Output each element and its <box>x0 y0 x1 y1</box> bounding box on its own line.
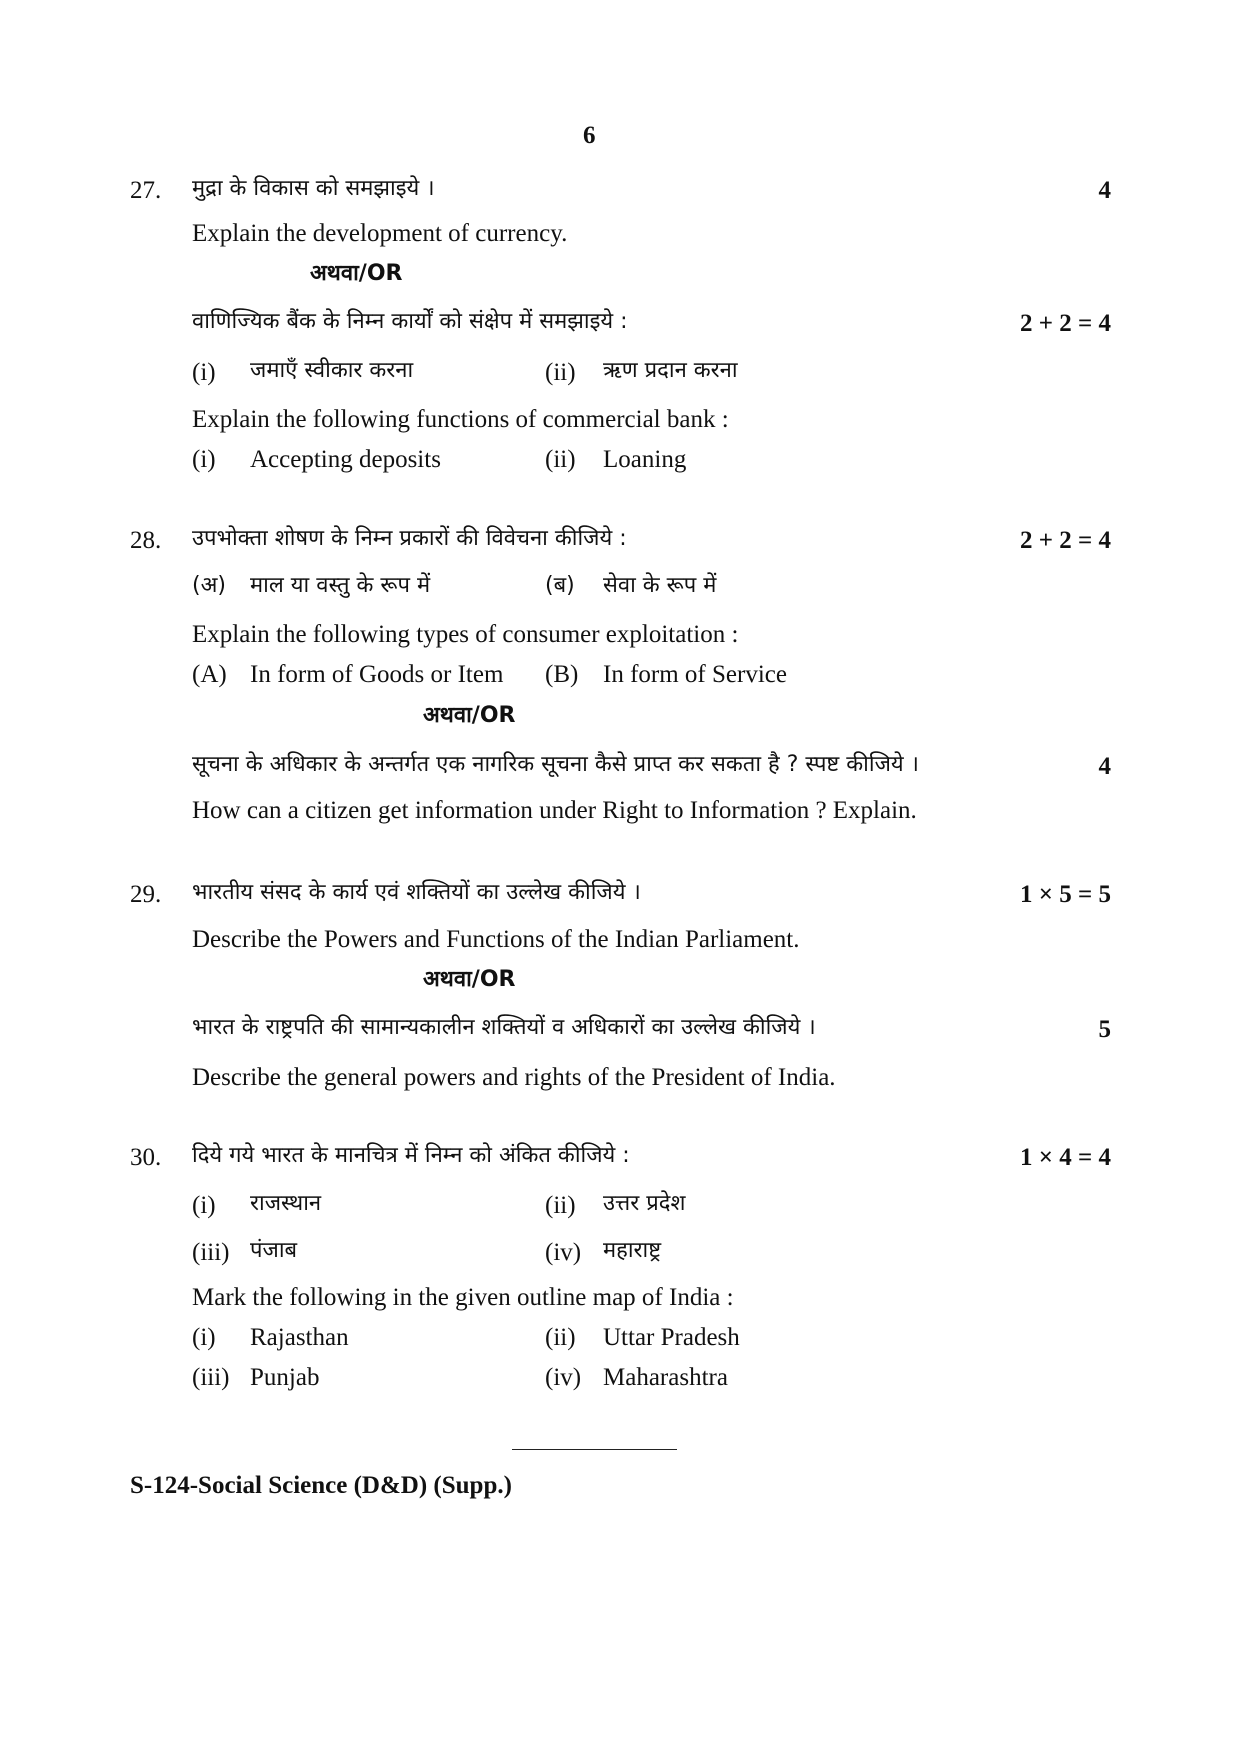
q30-hindi-option-num: (i) <box>192 1192 216 1219</box>
q30-hindi-option-text: महाराष्ट्र <box>603 1238 662 1263</box>
q28-alt-hindi-text: सूचना के अधिकार के अन्तर्गत एक नागरिक सूचना कैसे प्राप्त कर सकता है ? स्पष्ट कीजिये । <box>192 752 919 777</box>
q27-alt-hindi-option-num: (i) <box>192 359 216 386</box>
q30-english-option-text: Rajasthan <box>250 1324 349 1351</box>
q30-hindi-text: दिये गये भारत के मानचित्र में निम्न को अंकित कीजिये : <box>192 1143 630 1168</box>
q28-marks: 2 + 2 = 4 <box>1020 527 1111 554</box>
q28-hindi-option-num: (ब) <box>545 573 575 598</box>
q30-english-option-num: (iii) <box>192 1364 230 1391</box>
q30-hindi-option-text: पंजाब <box>250 1238 298 1263</box>
q28-hindi-option-text: सेवा के रूप में <box>603 573 717 598</box>
q27-alt-english-option-num: (i) <box>192 446 216 473</box>
q27-alt-marks: 2 + 2 = 4 <box>1020 310 1111 337</box>
q27-alt-english-option-num: (ii) <box>545 446 576 473</box>
q28-alt-marks: 4 <box>1098 753 1111 780</box>
q29-english-text: Describe the Powers and Functions of the Indian Parliament. <box>192 926 800 953</box>
q30-hindi-option-num: (iv) <box>545 1239 582 1266</box>
q27-hindi-text: मुद्रा के विकास को समझाइये । <box>192 176 435 201</box>
q28-alt-english-text: How can a citizen get information under Right to Information ? Explain. <box>192 797 917 824</box>
q27-alt-english-option-text: Loaning <box>603 446 687 473</box>
q28-english-option-text: In form of Service <box>603 661 787 688</box>
q30-marks: 1 × 4 = 4 <box>1020 1144 1111 1171</box>
q28-english-option-num: (B) <box>545 661 579 688</box>
paper-code-footer: S-124-Social Science (D&D) (Supp.) <box>130 1472 512 1499</box>
question-number-29: 29. <box>130 881 162 908</box>
q28-hindi-text: उपभोक्ता शोषण के निम्न प्रकारों की विवेचना कीजिये : <box>192 526 627 551</box>
q27-alt-english-option-text: Accepting deposits <box>250 446 441 473</box>
question-number-27: 27. <box>130 177 162 204</box>
q27-marks: 4 <box>1098 177 1111 204</box>
q30-hindi-option-num: (ii) <box>545 1192 576 1219</box>
q28-english-option-num: (A) <box>192 661 227 688</box>
q30-english-option-text: Uttar Pradesh <box>603 1324 740 1351</box>
end-of-paper-divider <box>512 1449 677 1450</box>
q28-hindi-option-text: माल या वस्तु के रूप में <box>250 573 431 598</box>
q27-alt-english-text: Explain the following functions of commercial bank : <box>192 406 729 433</box>
q29-alt-english-text: Describe the general powers and rights of the President of India. <box>192 1064 836 1091</box>
question-number-28: 28. <box>130 527 162 554</box>
q27-alt-hindi-text: वाणिज्यिक बैंक के निम्न कार्यों को संक्षेप में समझाइये : <box>192 309 628 334</box>
q30-hindi-option-text: उत्तर प्रदेश <box>603 1191 686 1216</box>
q30-english-option-text: Maharashtra <box>603 1364 728 1391</box>
q30-hindi-option-text: राजस्थान <box>250 1191 322 1216</box>
q29-or-label: अथवा/OR <box>423 967 516 992</box>
q28-english-option-text: In form of Goods or Item <box>250 661 504 688</box>
question-number-30: 30. <box>130 1144 162 1171</box>
q30-english-option-num: (ii) <box>545 1324 576 1351</box>
q30-english-option-num: (i) <box>192 1324 216 1351</box>
q27-alt-hindi-option-text: जमाएँ स्वीकार करना <box>250 358 414 383</box>
q29-alt-hindi-text: भारत के राष्ट्रपति की सामान्यकालीन शक्तियों व अधिकारों का उल्लेख कीजिये । <box>192 1015 816 1040</box>
q27-english-text: Explain the development of currency. <box>192 220 568 247</box>
q29-marks: 1 × 5 = 5 <box>1020 881 1111 908</box>
q29-alt-marks: 5 <box>1098 1016 1111 1043</box>
q27-or-label: अथवा/OR <box>310 261 403 286</box>
q28-hindi-option-num: (अ) <box>192 573 226 598</box>
q30-english-text: Mark the following in the given outline map of India : <box>192 1284 734 1311</box>
q28-or-label: अथवा/OR <box>423 703 516 728</box>
q28-english-text: Explain the following types of consumer exploitation : <box>192 621 739 648</box>
q27-alt-hindi-option-text: ऋण प्रदान करना <box>603 358 738 383</box>
q30-hindi-option-num: (iii) <box>192 1239 230 1266</box>
q30-english-option-num: (iv) <box>545 1364 582 1391</box>
q29-hindi-text: भारतीय संसद के कार्य एवं शक्तियों का उल्लेख कीजिये । <box>192 880 641 905</box>
q30-english-option-text: Punjab <box>250 1364 320 1391</box>
q27-alt-hindi-option-num: (ii) <box>545 359 576 386</box>
page-number: 6 <box>583 122 596 149</box>
